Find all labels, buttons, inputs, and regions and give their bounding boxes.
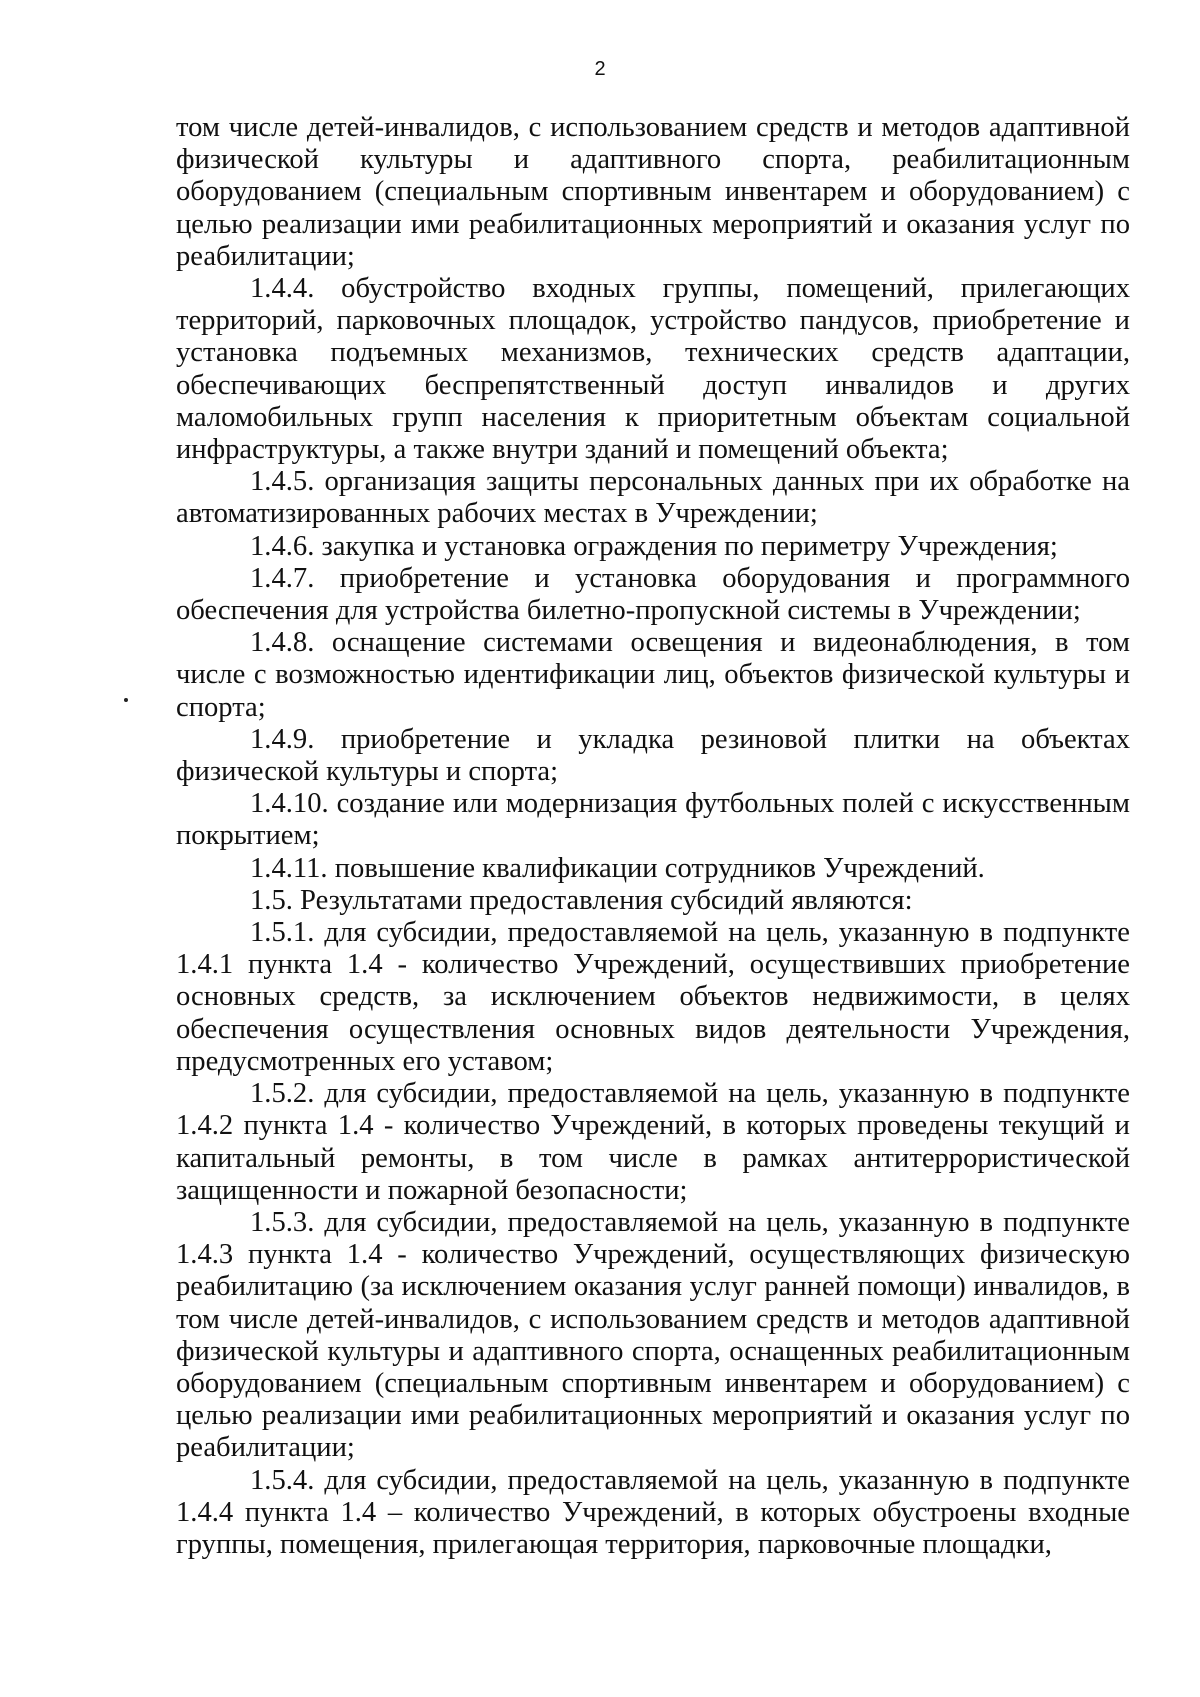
page-number: 2 xyxy=(594,58,606,80)
paragraph-1-5-4: 1.5.4. для субсидии, предоставляемой на цель, указанную в подпункте 1.4.4 пункта 1.4 – количество Учреждений, в которых обустроены входные группы, помещения, прилегающая территория, парковочные площадки, xyxy=(176,1464,1130,1560)
paragraph-1-5-2: 1.5.2. для субсидии, предоставляемой на цель, указанную в подпункте 1.4.2 пункта 1.4 - количество Учреждений, в которых проведены текущий и капитальный ремонты, в том числе в рамках антитеррористической защищенности и пожарной безопасности; xyxy=(176,1078,1130,1206)
paragraph-1-4-8: 1.4.8. оснащение системами освещения и видеонаблюдения, в том числе с возможностью идентификации лиц, объектов физической культуры и спорта; xyxy=(176,627,1130,723)
paragraph-1-4-5: 1.4.5. организация защиты персональных данных при их обработке на автоматизированных рабочих местах в Учреждении; xyxy=(176,466,1130,530)
paragraph-1-4-4: 1.4.4. обустройство входных группы, помещений, прилегающих территорий, парковочных площадок, устройство пандусов, приобретение и установка подъемных механизмов, технических средств адаптации, обеспечивающих беспрепятственный доступ инвалидов и других маломобильных групп населения к приоритетным объектам социальной инфраструктуры, а также внутри зданий и помещений объекта; xyxy=(176,273,1130,466)
paragraph-1-5-3: 1.5.3. для субсидии, предоставляемой на цель, указанную в подпункте 1.4.3 пункта 1.4 - количество Учреждений, осуществляющих физическую реабилитацию (за исключением оказания услуг ранней помощи) инвалидов, в том числе детей-инвалидов, с использованием средств и методов адаптивной физической культуры и адаптивного спорта, оснащенных реабилитационным оборудованием (специальным спортивным инвентарем и оборудованием) с целью реализации ими реабилитационных мероприятий и оказания услуг по реабилитации; xyxy=(176,1206,1130,1464)
paragraph-1-4-6: 1.4.6. закупка и установка ограждения по периметру Учреждения; xyxy=(250,530,1058,562)
document-body xyxy=(176,112,1130,1561)
paragraph-1-4-11: 1.4.11. повышение квалификации сотрудников Учреждений. xyxy=(250,852,985,884)
paragraph-1-4-9: 1.4.9. приобретение и укладка резиновой плитки на объектах физической культуры и спорта; xyxy=(176,723,1130,788)
scan-speck xyxy=(124,698,128,702)
paragraph-1-4-7: 1.4.7. приобретение и установка оборудования и программного обеспечения для устройства билетно-пропускной системы в Учреждении; xyxy=(176,562,1130,627)
paragraph-continuation: том числе детей-инвалидов, с использованием средств и методов адаптивной физической культуры и адаптивного спорта, реабилитационным оборудованием (специальным спортивным инвентарем и оборудованием) с целью реализации ими реабилитационных мероприятий и оказания услуг по реабилитации; xyxy=(176,112,1130,272)
paragraph-1-5-1: 1.5.1. для субсидии, предоставляемой на цель, указанную в подпункте 1.4.1 пункта 1.4 - количество Учреждений, осуществивших приобретение основных средств, за исключением объектов недвижимости, в целях обеспечения осуществления основных видов деятельности Учреждения, предусмотренных его уставом; xyxy=(176,917,1130,1077)
paragraph-1-5: 1.5. Результатами предоставления субсидий являются: xyxy=(250,884,913,916)
paragraph-1-4-10: 1.4.10. создание или модернизация футбольных полей с искусственным покрытием; xyxy=(176,788,1130,852)
